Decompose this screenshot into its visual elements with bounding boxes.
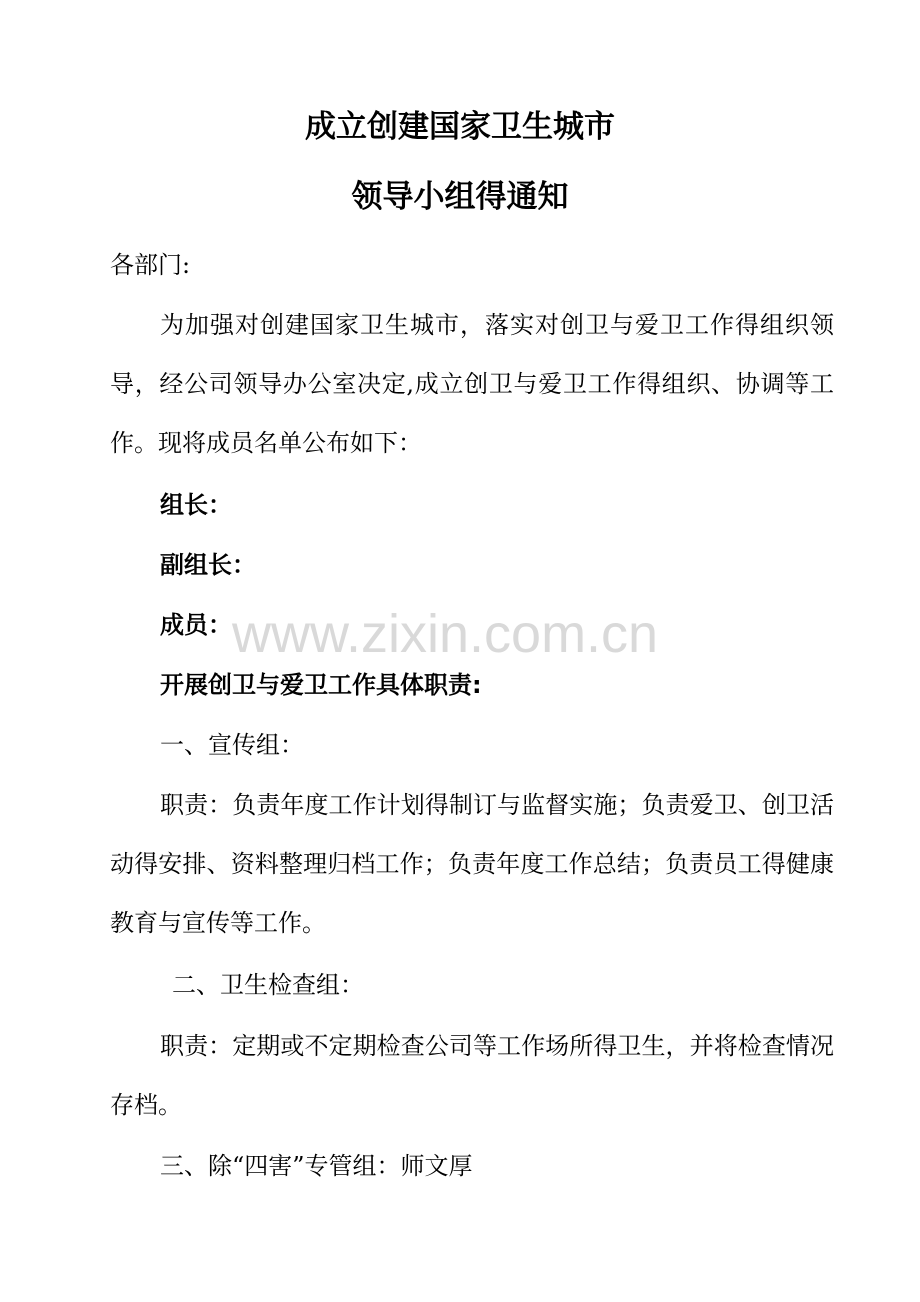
- duties-heading: 开展创卫与爱卫工作具体职责:: [160, 671, 482, 699]
- section-heading-pest-control: 三、除“四害”专管组：师文厚: [160, 1152, 473, 1180]
- section-heading-inspection: 二、卫生检查组：: [172, 971, 364, 999]
- salutation: 各部门:: [110, 251, 191, 279]
- section-duty-inspection: 职责：定期或不定期检查公司等工作场所得卫生，并将检查情况存档。: [110, 1032, 834, 1119]
- section-heading-publicity: 一、宣传组：: [160, 731, 304, 759]
- deputy-leader-label: 副组长：: [160, 551, 256, 579]
- leader-label: 组长：: [160, 491, 232, 519]
- section-duty-publicity: 职责：负责年度工作计划得制订与监督实施；负责爱卫、创卫活动得安排、资料整理归档工作；负责年度工作总结；负责员工得健康教育与宣传等工作。: [110, 791, 834, 937]
- watermark-text: www.zixin.com.cn: [232, 604, 659, 664]
- members-label: 成员：: [160, 611, 232, 639]
- document-title-line-2: 领导小组得通知: [351, 179, 569, 215]
- intro-paragraph: 为加强对创建国家卫生城市，落实对创卫与爱卫工作得组织领导，经公司领导办公室决定,成立创卫与爱卫工作得组织、协调等工作。现将成员名单公布如下：: [110, 311, 834, 457]
- document-title-line-1: 成立创建国家卫生城市: [305, 109, 615, 145]
